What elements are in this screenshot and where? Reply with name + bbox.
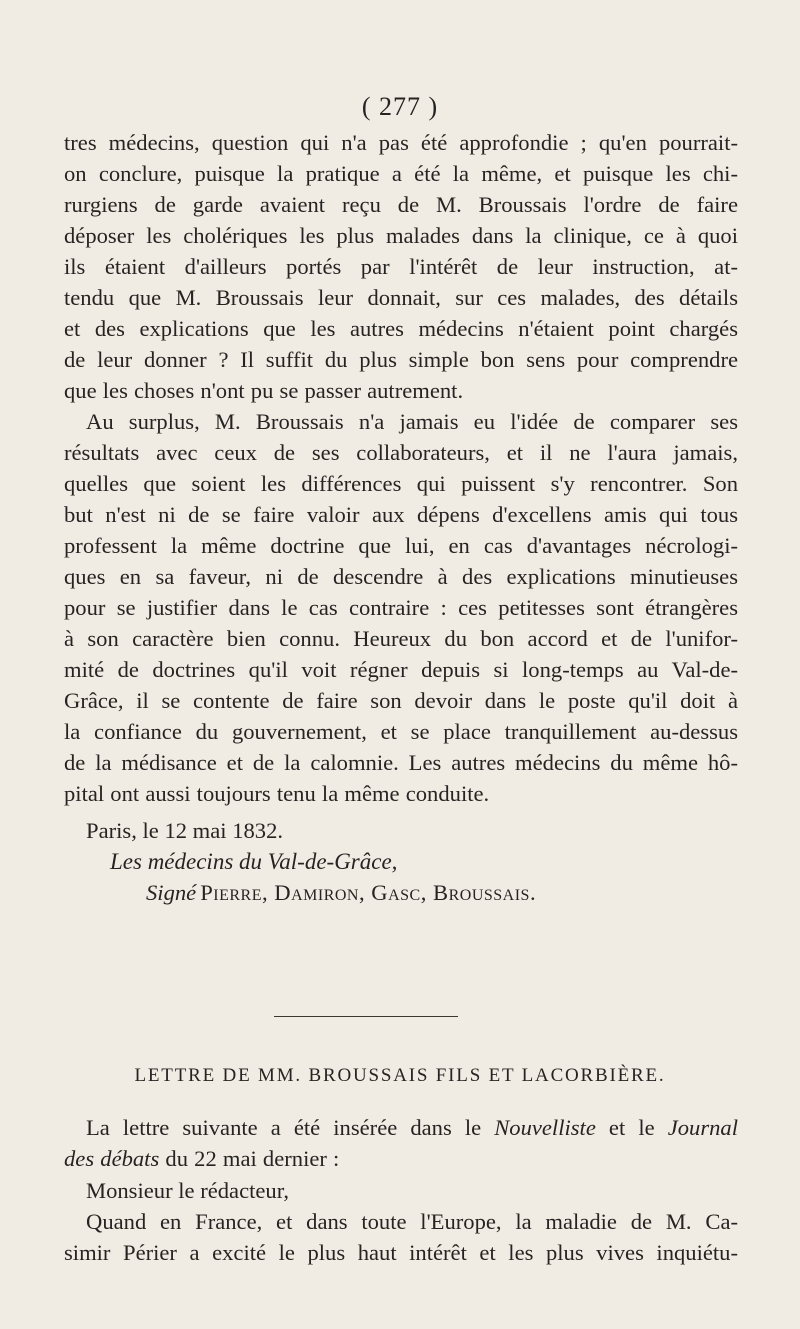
text-line: professent la même doctrine que lui, en cas d'avantages nécrologi- <box>64 533 738 558</box>
signature-line <box>146 878 536 908</box>
text-line: but n'est ni de se faire valoir aux dépens d'excellens amis qui tous <box>64 502 738 527</box>
text-line: ils étaient d'ailleurs portés par l'intérêt de leur instruction, at- <box>64 254 738 279</box>
intro-text: et le <box>595 1115 668 1140</box>
signe-label: Signé <box>146 880 197 905</box>
separator-rule <box>274 1016 458 1017</box>
text-line <box>64 1144 738 1174</box>
text-line: de la médisance et de la calomnie. Les autres médecins du même hô- <box>64 750 738 775</box>
text-line: tres médecins, question qui n'a pas été approfondie ; qu'en pourrait- <box>64 130 738 155</box>
text-line: de leur donner ? Il suffit du plus simple bon sens pour comprendre <box>64 347 738 372</box>
intro-text: La lettre suivante a été insérée dans le <box>86 1115 495 1140</box>
text-line: Au surplus, M. Broussais n'a jamais eu l'idée de comparer ses <box>86 409 738 434</box>
text-line: la confiance du gouvernement, et se place tranquillement au-dessus <box>64 719 738 744</box>
text-line: Quand en France, et dans toute l'Europe, la maladie de M. Ca- <box>86 1209 738 1234</box>
signatory-names: Pierre, Damiron, Gasc, Broussais. <box>200 880 537 905</box>
journal-name: Nouvelliste <box>494 1115 596 1140</box>
salutation: Monsieur le rédacteur, <box>86 1178 289 1203</box>
signature-title: Les médecins du Val-de-Grâce, <box>110 849 398 874</box>
text-line: déposer les cholériques les plus malades dans la clinique, ce à quoi <box>64 223 738 248</box>
text-line: à son caractère bien connu. Heureux du bon accord et de l'unifor- <box>64 626 738 651</box>
journal-name: Journal <box>667 1115 738 1140</box>
page-number: ( 277 ) <box>361 92 439 121</box>
text-line: on conclure, puisque la pratique a été la même, et puisque les chi- <box>64 161 738 186</box>
text-line: que les choses n'ont pu se passer autrement. <box>64 378 464 403</box>
text-line: ques en sa faveur, ni de descendre à des explications minutieuses <box>64 564 738 589</box>
letter-heading: LETTRE DE MM. BROUSSAIS FILS ET LACORBIÈRE. <box>134 1065 666 1086</box>
text-line: Grâce, il se contente de faire son devoir dans le poste qu'il doit à <box>64 688 738 713</box>
text-line: simir Périer a excité le plus haut intérêt et les plus vives inquiétu- <box>64 1240 738 1265</box>
intro-text: du 22 mai dernier : <box>159 1146 340 1171</box>
text-line: rurgiens de garde avaient reçu de M. Broussais l'ordre de faire <box>64 192 738 217</box>
text-line: et des explications que les autres médecins n'étaient point chargés <box>64 316 738 341</box>
text-line: quelles que soient les différences qui puissent s'y rencontrer. Son <box>64 471 738 496</box>
text-line: résultats avec ceux de ses collaborateurs, et il ne l'aura jamais, <box>64 440 738 465</box>
text-line: pour se justifier dans le cas contraire : ces petitesses sont étrangères <box>64 595 738 620</box>
text-line: mité de doctrines qu'il voit régner depuis si long-temps au Val-de- <box>64 657 738 682</box>
journal-name: des débats <box>64 1146 160 1171</box>
text-line: tendu que M. Broussais leur donnait, sur ces malades, des détails <box>64 285 738 310</box>
date-line: Paris, le 12 mai 1832. <box>86 818 284 843</box>
text-line <box>86 1113 738 1143</box>
text-line: pital ont aussi toujours tenu la même conduite. <box>64 781 490 806</box>
